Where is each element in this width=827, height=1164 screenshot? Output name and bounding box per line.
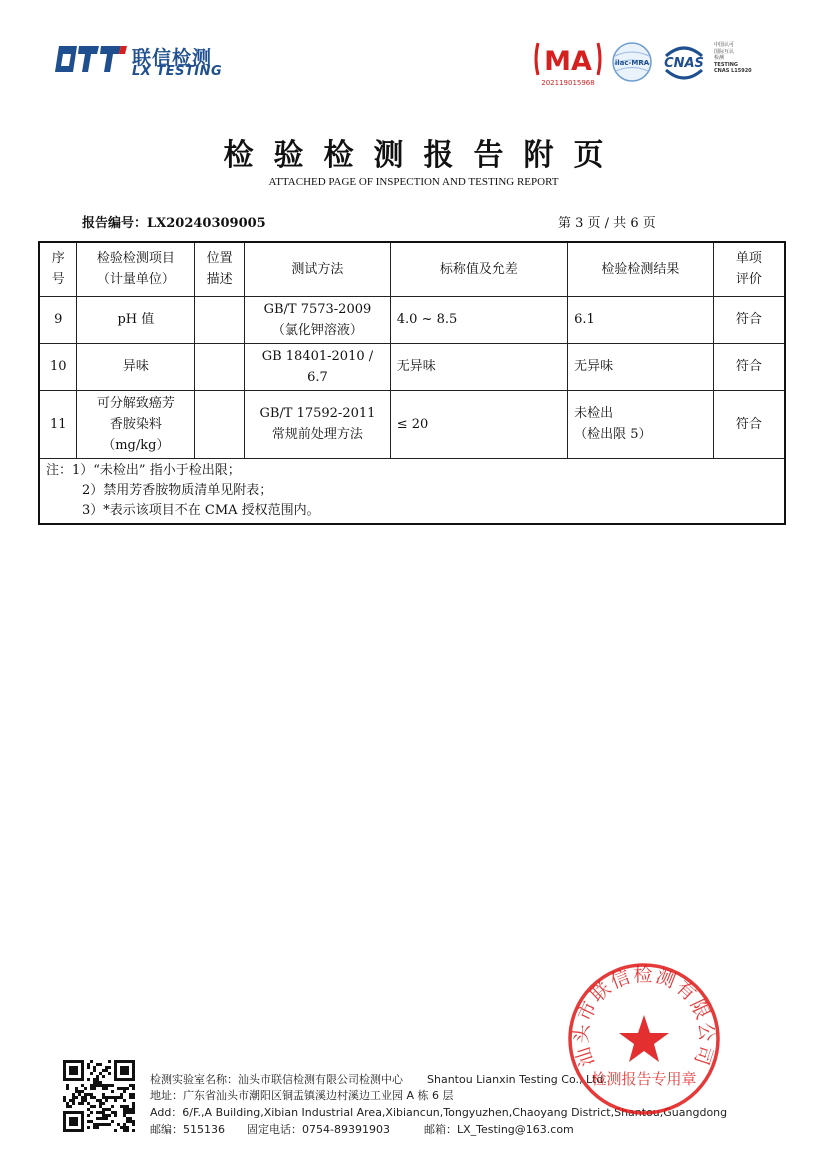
cell-position [195, 296, 245, 343]
ilac-label: ilac-MRA [614, 59, 650, 67]
cell-item: pH 值 [77, 296, 195, 343]
method-line: GB/T 7573-2009 [263, 301, 372, 317]
logo-chinese-name: 联信检测 [132, 47, 213, 69]
cnas-text-line: 中国认可 [714, 42, 735, 48]
logo-english-name: LX TESTING [132, 64, 223, 79]
method-line: 6.7 [307, 369, 328, 385]
cell-verdict: 符合 [713, 296, 785, 343]
result-line: 未检出 [574, 406, 614, 421]
cell-seq: 11 [39, 390, 77, 458]
cma-label: MA [544, 46, 592, 77]
method-line: GB/T 17592-2011 [259, 406, 376, 421]
cnas-text-line: 检测 [714, 55, 725, 61]
cell-result: 无异味 [568, 343, 714, 390]
cma-mark-icon [532, 40, 604, 78]
cnas-text-line: 国际互认 [714, 48, 735, 55]
header-line: 评价 [735, 272, 762, 288]
seal-bottom-text: 检测报告专用章 [591, 1070, 697, 1088]
footer-lab-name [150, 1071, 607, 1087]
item-line: 香胺染料 [109, 416, 162, 432]
method-line: GB 18401-2010 / [261, 348, 374, 364]
cell-item [77, 390, 195, 458]
footer-address-en: Add：6/F.,A Building,Xibian Industrial Area,Xibiancun,Tongyuzhen,Chaoyang District,Shantou,Guangdong [150, 1106, 728, 1119]
header-line: 检验检测项目 [96, 251, 175, 267]
item-line: （mg/kg） [102, 437, 170, 453]
cell-seq: 10 [39, 343, 77, 390]
postcode: 邮编：515136 [150, 1123, 225, 1136]
header-line: 位置 [206, 251, 233, 267]
lx-testing-logo-icon [55, 42, 127, 76]
cell-method [245, 390, 391, 458]
lab-name-cn: 检测实验室名称：汕头市联信检测有限公司检测中心 [150, 1073, 403, 1086]
note-line: 2）禁用芳香胺物质清单见附表； [82, 482, 273, 498]
table-row [39, 390, 785, 458]
cell-item: 异味 [77, 343, 195, 390]
cell-seq: 9 [39, 296, 77, 343]
header-seq [39, 242, 77, 296]
header-line: （计量单位） [96, 272, 175, 288]
result-line: （检出限 5） [574, 427, 652, 442]
header-standard: 标称值及允差 [390, 242, 567, 296]
header-verdict [713, 242, 785, 296]
cell-result [568, 390, 714, 458]
cell-verdict: 符合 [713, 343, 785, 390]
document-subtitle: ATTACHED PAGE OF INSPECTION AND TESTING REPORT [268, 176, 559, 188]
item-line: 可分解致癌芳 [96, 395, 175, 411]
inspection-table [38, 241, 786, 525]
footer-address-cn: 地址：广东省汕头市潮阳区铜盂镇溪边村溪边工业园 A 栋 6 层 [150, 1089, 454, 1102]
cnas-text-line: CNAS L15920 [714, 68, 752, 74]
email: 邮箱：LX_Testing@163.com [423, 1123, 574, 1136]
method-line: 常规前处理方法 [271, 427, 363, 442]
note-line: 3）*表示该项目不在 CMA 授权范围内。 [82, 502, 320, 518]
cell-standard: 无异味 [390, 343, 567, 390]
note-line: 注：1）“未检出” 指小于检出限； [46, 462, 241, 478]
header-line: 序 [51, 251, 65, 267]
page-info: 第 3 页 / 共 6 页 [558, 216, 656, 231]
cell-verdict: 符合 [713, 390, 785, 458]
table-notes-row [39, 458, 785, 524]
cell-method [245, 296, 391, 343]
header-line: 单项 [735, 251, 762, 267]
table-header-row [39, 242, 785, 296]
phone: 固定电话：0754-89391903 [247, 1123, 390, 1136]
cell-method [245, 343, 391, 390]
ilac-mra-mark-icon [611, 40, 653, 84]
header-method: 测试方法 [245, 242, 391, 296]
method-line: （氯化钾溶液） [271, 322, 363, 338]
table-row [39, 296, 785, 343]
cell-result: 6.1 [568, 296, 714, 343]
seal-ring-text: 汕头市联信检测有限公司 [570, 963, 718, 1070]
lab-name-en: Shantou Lianxin Testing Co., Ltd. [427, 1073, 607, 1086]
qr-code-icon [63, 1060, 135, 1132]
cnas-text-line: TESTING [714, 61, 738, 68]
official-seal-icon [565, 960, 723, 1118]
cma-number: 202119015968 [541, 79, 595, 87]
header-result: 检验检测结果 [568, 242, 714, 296]
report-number: 报告编号：LX20240309005 [82, 216, 266, 231]
footer-contact [150, 1121, 574, 1137]
document-title: 检验检测报告附页 [223, 138, 624, 173]
header-line: 描述 [206, 272, 233, 288]
cell-standard: 4.0 ~ 8.5 [390, 296, 567, 343]
cnas-mark-icon [660, 42, 708, 82]
header-line: 号 [51, 272, 65, 288]
table-row [39, 343, 785, 390]
header-position [195, 242, 245, 296]
cnas-label: CNAS [664, 56, 704, 71]
cell-position [195, 390, 245, 458]
cnas-accreditation-text [714, 42, 752, 75]
cell-standard: ≤ 20 [390, 390, 567, 458]
table-notes [39, 458, 785, 524]
cell-position [195, 343, 245, 390]
header-item [77, 242, 195, 296]
